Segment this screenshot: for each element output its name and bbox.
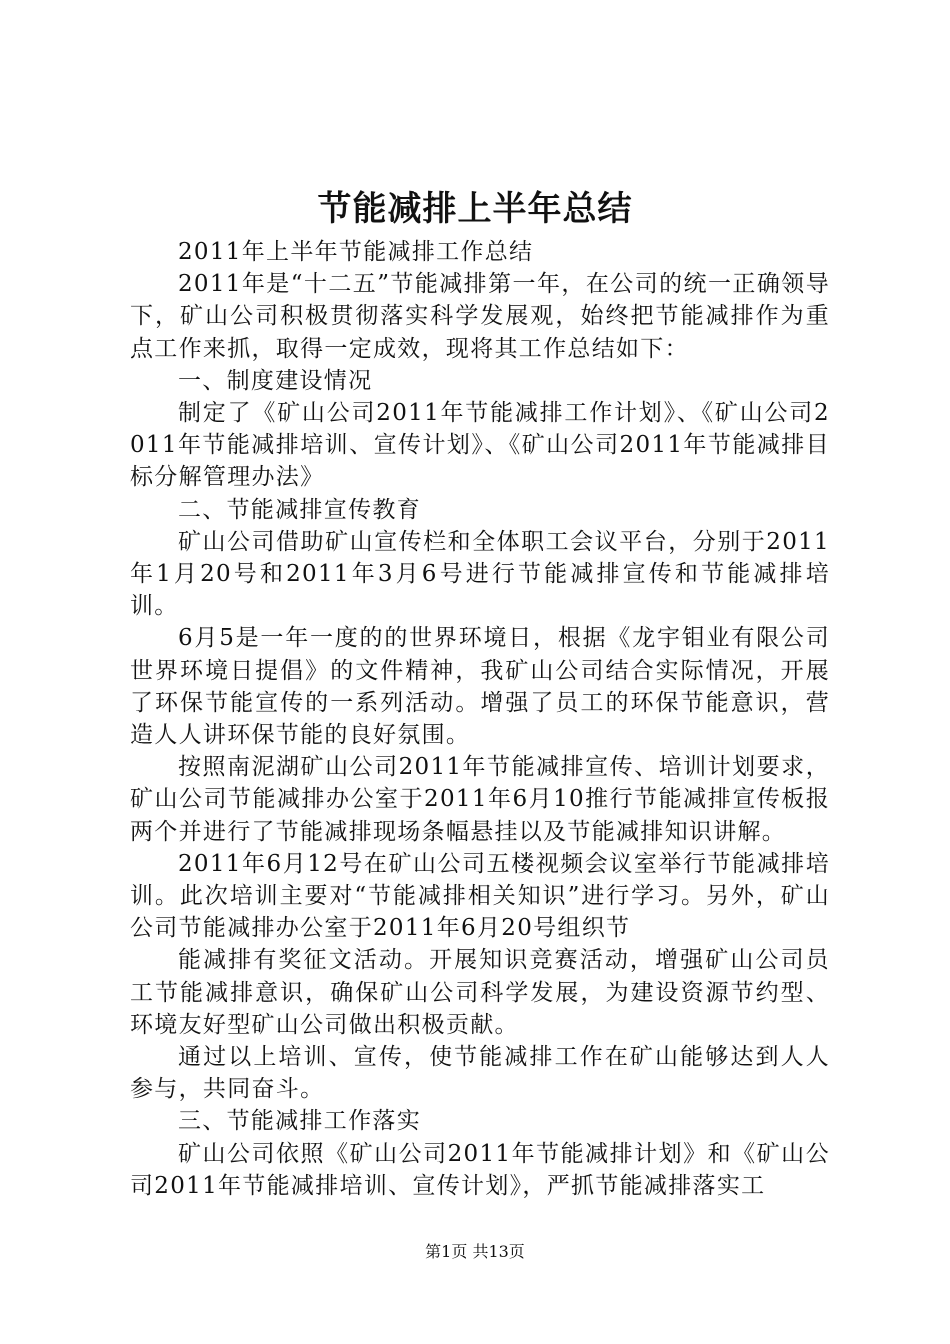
page-number-footer: 第1页 共13页 [425,1242,525,1261]
document-title: 节能减排上半年总结 [317,189,633,229]
paragraph-environment-day: 6月5是一年一度的的世界环境日，根据《龙宇钼业有限公司世界环境日提倡》的文件精神，我矿山公司结合实际情况，开展了环保节能宣传的一系列活动。增强了员工的环保节能意识，营造人人讲环保节能的良好氛围。 [130,625,830,749]
paragraph-training-session: 2011年6月12号在矿山公司五楼视频会议室举行节能减排培训。此次培训主要对“节能减排相关知识”进行学习。另外，矿山公司节能减排办公室于2011年6月20号组织节 [130,850,830,942]
document-body [130,236,830,1202]
paragraph-participation: 通过以上培训、宣传，使节能减排工作在矿山能够达到人人参与，共同奋斗。 [130,1044,830,1103]
paragraph-training-plan: 按照南泥湖矿山公司2011年节能减排宣传、培训计划要求，矿山公司节能减排办公室于2011年6月10推行节能减排宣传板报两个并进行了节能减排现场条幅悬挂以及节能减排知识讲解。 [130,754,830,845]
paragraph-publicity: 矿山公司借助矿山宣传栏和全体职工会议平台，分别于2011年1月20号和2011年3月6号进行节能减排宣传和节能减排培训。 [130,528,830,620]
paragraph-implementation: 矿山公司依照《矿山公司2011年节能减排计划》和《矿山公司2011年节能减排培训、宣传计划》，严抓节能减排落实工 [130,1140,830,1199]
section-heading-1: 一、制度建设情况 [178,367,373,394]
section-heading-2: 二、节能减排宣传教育 [178,496,421,523]
paragraph-essay-contest: 能减排有奖征文活动。开展知识竞赛活动，增强矿山公司员工节能减排意识，确保矿山公司科学发展，为建设资源节约型、环境友好型矿山公司做出积极贡献。 [130,947,830,1038]
paragraph-system-plans: 制定了《矿山公司2011年节能减排工作计划》、《矿山公司2011年节能减排培训、宣传计划》、《矿山公司2011年节能减排目标分解管理办法》 [130,400,830,491]
paragraph-intro: 2011年是“十二五”节能减排第一年，在公司的统一正确领导下，矿山公司积极贯彻落实科学发展观，始终把节能减排作为重点工作来抓，取得一定成效，现将其工作总结如下： [130,271,830,362]
paragraph-heading-line: 2011年上半年节能减排工作总结 [178,239,534,265]
section-heading-3: 三、节能减排工作落实 [178,1108,421,1135]
